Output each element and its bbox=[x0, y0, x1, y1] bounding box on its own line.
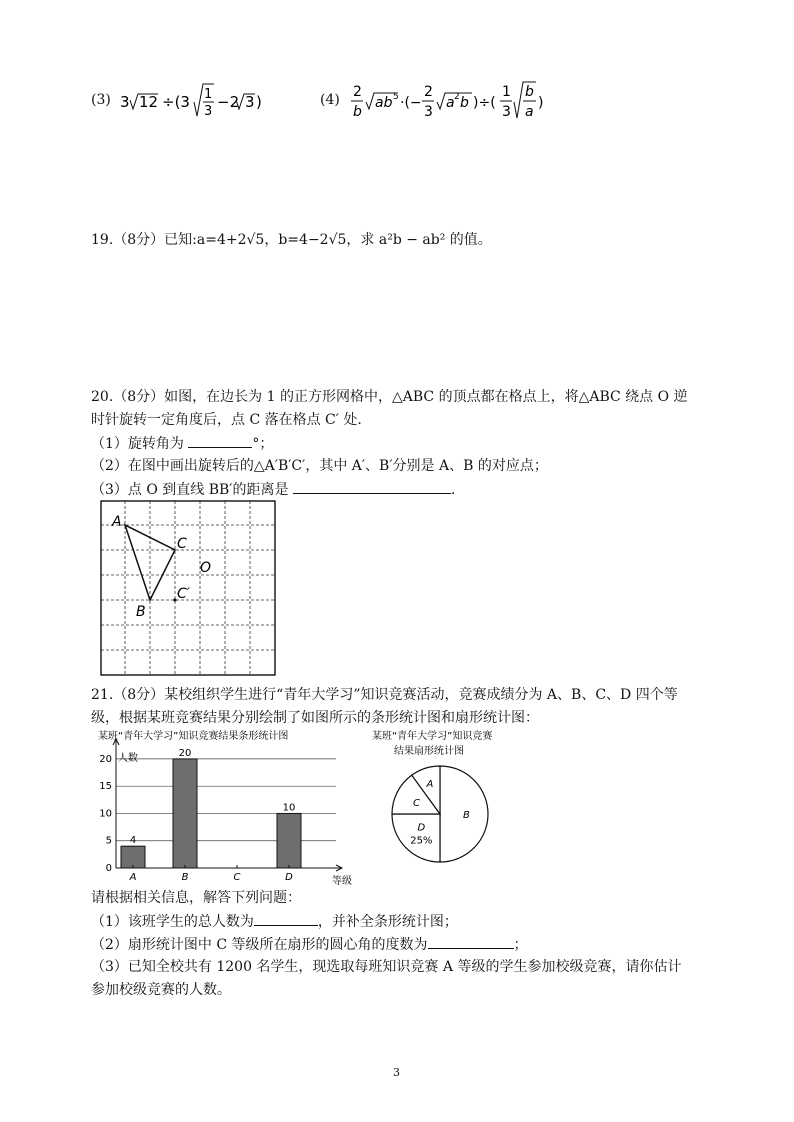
q21-sub1-label: （1）该班学生的总人数为 bbox=[91, 914, 254, 930]
bar-chart-ylabel: 人数 bbox=[118, 753, 138, 764]
bar-B bbox=[173, 759, 197, 868]
pie-chart-title-line1: 某班“青年大学习”知识竞赛 bbox=[372, 731, 493, 742]
q20-sub3-blank[interactable] bbox=[293, 479, 451, 494]
q21-sub1-tail: ，并补全条形统计图； bbox=[317, 914, 458, 930]
q21-line1-text: （8分）某校组织学生进行“青年大学习”知识竞赛活动，竞赛成绩分为 A、B、C、D 四个等 bbox=[113, 687, 678, 703]
svg-text:1: 1 bbox=[204, 87, 213, 102]
bar-xtick-label: B bbox=[181, 872, 189, 883]
bar-data-label: 20 bbox=[178, 747, 192, 759]
q21-sub1 bbox=[91, 911, 458, 932]
svg-text:1: 1 bbox=[502, 84, 511, 100]
svg-text:)÷(: )÷( bbox=[473, 95, 496, 111]
pie-slice-label: D bbox=[417, 822, 426, 834]
pie-chart-svg bbox=[360, 728, 560, 868]
svg-text:): ) bbox=[256, 93, 262, 111]
svg-text:·(−: ·(− bbox=[400, 95, 422, 111]
svg-text:): ) bbox=[538, 95, 544, 111]
q20-sub3-end: . bbox=[450, 482, 456, 498]
q20-sub1-unit: °； bbox=[252, 436, 274, 452]
q21-sub3-line1: （3）已知全校共有 1200 名学生，现选取每班知识竞赛 A 等级的学生参加校级竞赛，请你估计 bbox=[91, 959, 682, 975]
svg-text:2: 2 bbox=[424, 84, 433, 100]
q20-sub3 bbox=[91, 479, 455, 500]
pie-chart bbox=[360, 728, 560, 868]
q20-line1 bbox=[91, 387, 688, 407]
q20-line1-text: （8分）如图，在边长为 1 的正方形网格中，△ABC 的顶点都在格点上，将△ABC 绕点 O 逆 bbox=[113, 389, 688, 405]
q21-line2: 级，根据某班竞赛结果分别绘制了如图所示的条形统计图和扇形统计图： bbox=[91, 710, 539, 726]
page-number: 3 bbox=[393, 1066, 400, 1079]
q21-sub3-line2: 参加校级竞赛的人数。 bbox=[91, 982, 231, 998]
q20-number: 20. bbox=[91, 389, 114, 405]
label-a: A bbox=[112, 514, 122, 530]
svg-text:b: b bbox=[353, 104, 362, 120]
svg-text:2: 2 bbox=[454, 92, 460, 102]
bar-ytick-label: 15 bbox=[99, 781, 112, 793]
q20-grid-figure bbox=[100, 500, 276, 676]
bar-chart-svg bbox=[92, 728, 362, 888]
q20-line2: 时针旋转一定角度后，点 C 落在格点 C′ 处. bbox=[91, 412, 362, 428]
q18-part3-number: (3) bbox=[91, 92, 111, 108]
svg-text:÷(3: ÷(3 bbox=[162, 93, 190, 111]
pie-percent-annotation: 25% bbox=[410, 835, 433, 847]
bar-ytick-label: 20 bbox=[99, 753, 112, 765]
svg-text:12: 12 bbox=[139, 93, 159, 111]
bar-chart-title: 某班“青年大学习”知识竞赛结果条形统计图 bbox=[98, 731, 289, 742]
svg-text:2: 2 bbox=[353, 84, 362, 100]
pie-slice-label: C bbox=[412, 798, 420, 810]
q21-sub2-label: （2）扇形统计图中 C 等级所在扇形的圆心角的度数为 bbox=[91, 937, 428, 953]
q19-text bbox=[91, 230, 492, 250]
bar-D bbox=[277, 813, 301, 868]
bar-data-label: 4 bbox=[129, 835, 137, 847]
label-c: C bbox=[177, 536, 187, 552]
pie-slice-label: B bbox=[462, 810, 470, 821]
bar-xtick-label: C bbox=[233, 872, 241, 883]
svg-text:3: 3 bbox=[502, 104, 511, 120]
q21-sub2-blank[interactable] bbox=[428, 934, 514, 949]
pie-chart-title-line2: 结果扇形统计图 bbox=[394, 746, 464, 757]
svg-text:3: 3 bbox=[424, 104, 433, 120]
bar-xtick-label: A bbox=[129, 872, 137, 883]
q20-grid-svg bbox=[100, 500, 276, 676]
svg-text:3: 3 bbox=[120, 93, 130, 111]
bar-ytick-label: 5 bbox=[105, 835, 112, 847]
q20-sub3-label: （3）点 O 到直线 BB′的距离是 bbox=[91, 482, 289, 498]
pie-slice-label: A bbox=[426, 778, 434, 790]
q21-sub1-blank[interactable] bbox=[254, 911, 318, 926]
svg-text:a: a bbox=[525, 104, 534, 120]
q21-number: 21. bbox=[91, 687, 114, 703]
bar-ytick-label: 10 bbox=[99, 808, 112, 820]
q20-sub1-label: （1）旋转角为 bbox=[91, 436, 184, 452]
q20-sub2: （2）在图中画出旋转后的△A′B′C′，其中 A′、B′分别是 A、B 的对应点； bbox=[91, 458, 548, 474]
label-c-prime: C′ bbox=[177, 586, 190, 602]
q21-sub2-tail: ； bbox=[513, 937, 528, 953]
q21-prompt: 请根据相关信息，解答下列问题： bbox=[91, 890, 301, 906]
svg-text:ab: ab bbox=[375, 95, 393, 111]
q18-part4-expression bbox=[350, 76, 570, 126]
bar-chart-xlabel: 等级 bbox=[332, 876, 352, 887]
label-b: B bbox=[136, 604, 146, 620]
svg-text:b: b bbox=[460, 95, 469, 111]
svg-text:−2: −2 bbox=[217, 93, 240, 111]
q20-sub1 bbox=[91, 433, 273, 454]
q18-part4-number: (4) bbox=[320, 92, 340, 108]
bar-data-label: 10 bbox=[282, 802, 296, 814]
svg-text:a: a bbox=[446, 95, 455, 111]
svg-text:3: 3 bbox=[204, 104, 213, 119]
label-o: O bbox=[200, 560, 212, 576]
bar-chart bbox=[92, 728, 362, 888]
q20-sub1-blank[interactable] bbox=[188, 433, 252, 448]
bar-xtick-label: D bbox=[285, 872, 293, 883]
svg-text:b: b bbox=[525, 84, 534, 100]
bar-ytick-label: 0 bbox=[105, 863, 112, 874]
svg-text:5: 5 bbox=[393, 92, 399, 102]
q19-body: （8分）已知:a=4+2√5，b=4−2√5，求 a²b − ab² 的值。 bbox=[113, 232, 492, 248]
bar-A bbox=[121, 846, 145, 868]
svg-text:3: 3 bbox=[245, 93, 255, 111]
q21-sub2 bbox=[91, 934, 528, 955]
q18-part3-expression bbox=[118, 78, 298, 124]
q21-line1 bbox=[91, 685, 678, 705]
q19-number: 19. bbox=[91, 232, 114, 248]
